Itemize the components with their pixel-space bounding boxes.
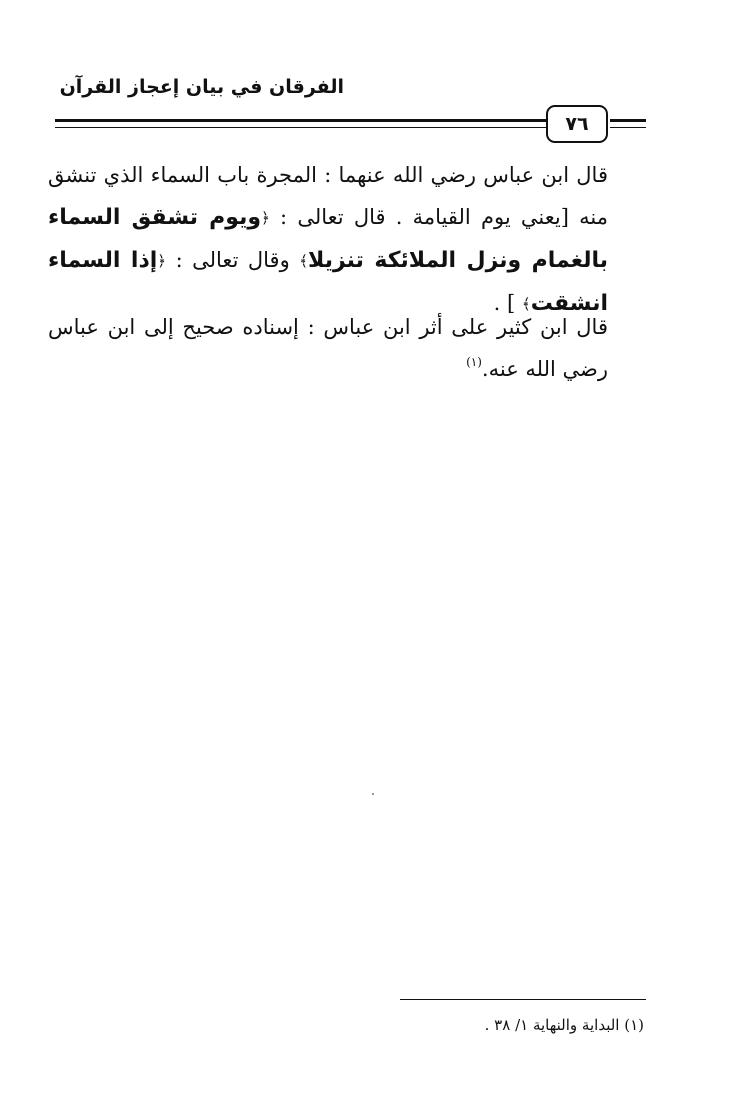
- ornament-close-icon: ﴾: [299, 252, 309, 270]
- paragraph-1-text-a: قال ابن عباس رضي الله عنهما : المجرة باب السماء الذي تنشق منه [يعني يوم القيامة . قال تعالى :: [48, 163, 608, 229]
- paragraph-1-text-c: ] .: [493, 291, 522, 315]
- paragraph-1-text-b: وقال تعالى :: [166, 248, 300, 272]
- page-number: [546, 105, 608, 143]
- paragraph-1: [48, 154, 646, 325]
- paragraph-2-text: قال ابن كثير على أثر ابن عباس : إسناده صحيح إلى ابن عباس رضي الله عنه.: [48, 315, 608, 381]
- header-rule-thin-right: [610, 127, 646, 128]
- scan-speck: [372, 793, 374, 795]
- paragraph-2: [48, 306, 646, 390]
- ornament-close-icon: ﴾: [521, 295, 531, 313]
- running-title: الفرقان في بيان إعجاز القرآن: [59, 76, 344, 98]
- header-rule-thick: [55, 119, 547, 122]
- ornament-open-icon: ﴿: [261, 209, 270, 227]
- footnote-1: (١) البداية والنهاية ١/ ٣٨ .: [484, 1016, 644, 1034]
- ornament-open-icon: ﴿: [157, 252, 167, 270]
- footnote-divider: [400, 999, 646, 1000]
- header-rule-thick-right: [610, 119, 646, 122]
- header-rule-thin: [55, 127, 547, 128]
- quran-verse-2-text: إذا السماء انشقت: [48, 248, 608, 316]
- footnote-reference: (١): [466, 355, 482, 369]
- page-number-label: ٧٦: [565, 113, 589, 135]
- quran-verse-1-text: ويوم تشقق السماء بالغمام ونزل الملائكة تنزيلا: [48, 205, 608, 273]
